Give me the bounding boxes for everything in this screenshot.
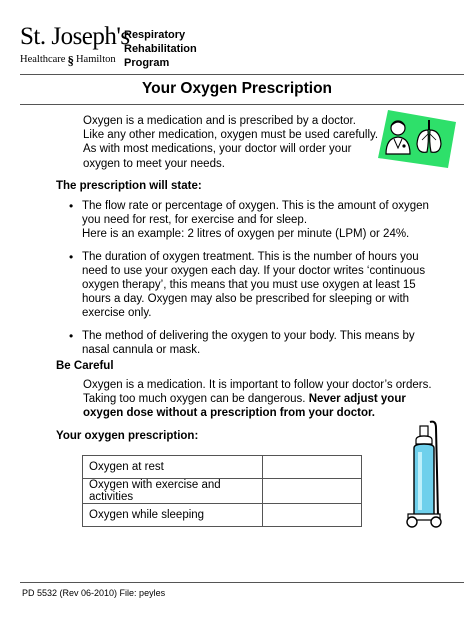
table-cell-value[interactable]: [263, 479, 362, 504]
header-rule-top: [20, 74, 464, 75]
doctor-lungs-clipart-icon: [374, 108, 458, 170]
table-cell-label: Oxygen with exercise and activities: [83, 479, 263, 504]
list-item: [69, 199, 459, 242]
careful-line: Oxygen is a medication. It is important to follow your doctor’s orders.: [83, 379, 432, 391]
list-item-line: Here is an example: 2 litres of oxygen per minute (LPM) or 24%.: [82, 228, 410, 241]
list-item-line: nasal cannula or mask.: [82, 343, 201, 356]
table-cell-label: Oxygen at rest: [83, 456, 263, 479]
logo-wordmark: St. Joseph's: [20, 23, 130, 50]
careful-paragraph: [83, 378, 463, 421]
logo-hamilton-text: Hamilton: [75, 54, 116, 66]
list-item: [69, 329, 459, 357]
table-cell-value[interactable]: [263, 456, 362, 479]
list-item-line: need to use your oxygen each day. If your doctor writes ‘continuous: [82, 264, 426, 277]
list-item-line: • The method of delivering the oxygen to your body. This means by: [82, 329, 415, 342]
oxygen-tank-clipart-icon: [396, 418, 454, 530]
list-item-line: hours a day. Oxygen may also be prescribed for sleeping or with: [82, 293, 410, 306]
page-title: Your Oxygen Prescription: [141, 80, 333, 97]
list-item-line: oxygen therapy’, this means that you must use oxygen at least 15: [82, 279, 416, 292]
prescription-list: [69, 199, 459, 365]
table-row: [83, 479, 362, 504]
program-line: Respiratory: [124, 29, 186, 41]
program-name: [124, 28, 197, 70]
list-item: [69, 250, 459, 321]
careful-heading: Be Careful: [56, 360, 114, 372]
intro-line: Like any other medication, oxygen must be used carefully.: [83, 129, 379, 142]
intro-line: oxygen to meet your needs.: [83, 157, 225, 170]
logo-subline: [20, 54, 116, 67]
list-item-line: you need for rest, for exercise and for sleep.: [82, 214, 308, 227]
careful-warning-text: Never adjust your: [308, 393, 406, 406]
list-item-line: • The flow rate or percentage of oxygen. This is the amount of oxygen: [82, 200, 429, 212]
logo-mark-icon: §: [67, 53, 74, 68]
intro-line: As with most medications, your doctor will order your: [83, 143, 352, 156]
footer-rule: [20, 582, 464, 583]
intro-line: Oxygen is a medication and is prescribed by a doctor.: [83, 115, 356, 127]
careful-line: [83, 392, 463, 406]
program-line: Program: [124, 57, 170, 69]
intro-paragraph: [83, 114, 378, 171]
prescription-table: [82, 455, 362, 527]
table-row: [83, 456, 362, 479]
header-rule-bottom: [20, 104, 464, 105]
table-cell-label: Oxygen while sleeping: [83, 504, 263, 527]
footer-code: PD 5532 (Rev 06-2010) File: peyles: [22, 588, 166, 598]
prescription-heading: The prescription will state:: [56, 180, 202, 192]
table-cell-value[interactable]: [263, 504, 362, 527]
list-item-line: • The duration of oxygen treatment. This is the number of hours you: [82, 250, 419, 263]
program-line: Rehabilitation: [124, 43, 197, 55]
table-row: [83, 504, 362, 527]
careful-text: Taking too much oxygen can be dangerous.: [83, 393, 309, 406]
logo-healthcare-text: Healthcare: [20, 54, 66, 66]
careful-warning-text: oxygen dose without a prescription from your doctor.: [83, 407, 376, 420]
your-prescription-heading: Your oxygen prescription:: [56, 430, 199, 442]
list-item-line: exercise only.: [82, 307, 152, 320]
